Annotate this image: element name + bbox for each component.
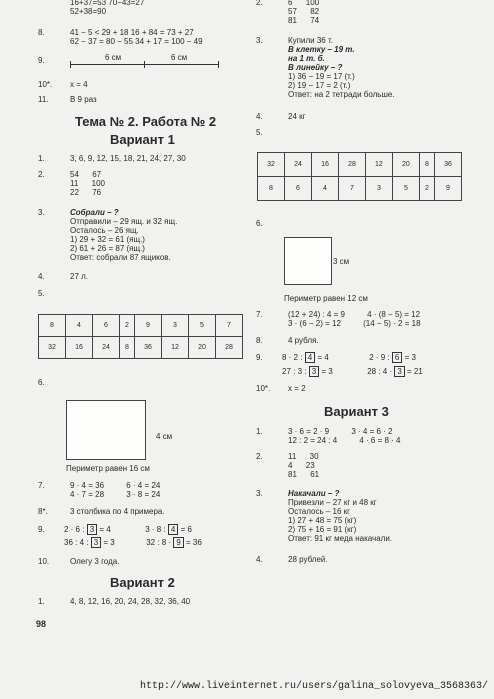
grid-cell: 12: [365, 153, 392, 177]
r-ex3-label3: В линейку – ?: [288, 63, 343, 72]
expr: 27 : 3 :: [282, 367, 307, 376]
right-division-grid: [257, 152, 462, 201]
ex8-line-1: 41 − 5 < 29 + 18 16 + 84 = 73 + 27: [70, 28, 194, 37]
answer-box: 3: [309, 366, 319, 377]
ex10b-text: Олегу 3 года.: [70, 557, 120, 566]
ex10-text: x = 4: [70, 80, 88, 89]
ex9b-number: 9.: [38, 525, 45, 534]
r-perimeter-caption: Периметр равен 12 см: [284, 294, 368, 303]
r-ex3-number: 3.: [256, 36, 263, 45]
grid-cell: 5: [392, 177, 419, 201]
grid-cell: 24: [284, 153, 311, 177]
grid-cell: 32: [39, 337, 66, 359]
v3-ex4-number: 4.: [256, 555, 263, 564]
v1-ex4-number: 4.: [38, 272, 45, 281]
r-ex3-line1: Купили 36 т.: [288, 36, 333, 45]
r-ex10-number: 10*.: [256, 384, 271, 393]
ex9-number: 9.: [38, 56, 45, 65]
grid-cell: 36: [135, 337, 162, 359]
r-ex7-text: (12 + 24) : 4 = 9 4 · (8 − 5) = 12 3 · (6 − 2) = 12 (14 − 5) · 2 = 18: [288, 310, 421, 328]
v1-ex4-text: 27 л.: [70, 272, 89, 281]
grid-cell: 20: [188, 337, 215, 359]
top-line-1: 16+37=53 70−43=27: [70, 0, 145, 7]
segment-tick-start: [70, 61, 71, 68]
answer-box: 3: [87, 524, 97, 535]
ex11-text: В 9 раз: [70, 95, 97, 104]
grid-cell: 8: [119, 337, 134, 359]
grid-cell: 24: [92, 337, 119, 359]
source-url: http://www.liveinternet.ru/users/galina_solovyeva_3568363/: [140, 681, 489, 692]
grid-cell: 5: [188, 315, 215, 337]
variant1-title: Вариант 1: [110, 132, 175, 147]
r-square-side-label: 3 см: [333, 257, 350, 266]
v3-ex1-number: 1.: [256, 427, 263, 436]
grid-cell: 16: [65, 337, 92, 359]
grid-cell: 36: [434, 153, 461, 177]
v1-ex3-text: Отправили – 29 ящ. и 32 ящ. Осталось – 26 ящ. 1) 29 + 32 = 61 (ящ.) 2) 61 + 26 = 87 (ящ.) Ответ: собрали 87 ящиков.: [70, 217, 178, 262]
v1-ex5-number: 5.: [38, 289, 45, 298]
grid-cell: 7: [338, 177, 365, 201]
r-ex8-text: 4 рубля.: [288, 336, 319, 345]
v1-ex3-number: 3.: [38, 208, 45, 217]
expr: = 6: [180, 525, 192, 534]
answer-box: 4: [305, 352, 315, 363]
ex8-line-2: 62 − 37 = 80 − 55 34 + 17 = 100 − 49: [70, 37, 203, 46]
v2-ex1-text: 4, 8, 12, 16, 20, 24, 28, 32, 36, 40: [70, 597, 191, 606]
v3-ex4-text: 28 рублей.: [288, 555, 328, 564]
answer-box: 6: [392, 352, 402, 363]
expr: = 36: [186, 538, 202, 547]
v3-ex2-text: 11 30 4 23 81 61: [288, 452, 320, 479]
grid-cell: 28: [215, 337, 242, 359]
perimeter-caption: Периметр равен 16 см: [66, 464, 150, 473]
ex8b-text: 3 столбика по 4 примера.: [70, 507, 165, 516]
ex11-number: 11.: [38, 95, 49, 104]
grid-cell: 4: [311, 177, 338, 201]
expr: 36 : 4 :: [64, 538, 89, 547]
grid-cell: 9: [135, 315, 162, 337]
v3-ex2-number: 2.: [256, 452, 263, 461]
expr: 28 : 4 ·: [367, 367, 393, 376]
r-ex3-label1: В клетку – 19 т.: [288, 45, 355, 54]
r-ex10-text: x = 2: [288, 384, 306, 393]
expr: 3 · 8 :: [145, 525, 166, 534]
v3-ex1-text: 3 · 6 = 2 · 9 3 · 4 = 6 · 2 12 : 2 = 24 : 4 4 · 6 = 8 · 4: [288, 427, 401, 445]
answer-box: 4: [168, 524, 178, 535]
grid-cell: 7: [215, 315, 242, 337]
segment-tick-mid: [144, 61, 145, 68]
r-ex9-number: 9.: [256, 353, 263, 362]
ex10-number: 10*.: [38, 80, 53, 89]
r-ex3-text: 1) 36 − 19 = 17 (т.) 2) 19 − 17 = 2 (т.) Ответ: на 2 тетради больше.: [288, 72, 395, 99]
grid-cell: 20: [392, 153, 419, 177]
ex10b-number: 10.: [38, 557, 50, 566]
r-ex5-number: 5.: [256, 128, 263, 137]
expr: = 3: [404, 353, 416, 362]
square-4cm: [66, 400, 146, 460]
ex6-number: 6.: [38, 378, 45, 387]
expr: 2 · 6 :: [64, 525, 85, 534]
expr: = 3: [321, 367, 333, 376]
grid-cell: 8: [419, 153, 434, 177]
ex9b-row-2: [64, 538, 202, 547]
ex9b-row-1: [64, 525, 192, 534]
answer-box: 3: [394, 366, 404, 377]
grid-cell: 32: [258, 153, 285, 177]
ex7-number: 7.: [38, 481, 45, 490]
v1-ex1-number: 1.: [38, 154, 45, 163]
grid-cell: 8: [258, 177, 285, 201]
v2-ex1-number: 1.: [38, 597, 45, 606]
grid-cell: 9: [434, 177, 461, 201]
r-ex9-row-2: [282, 367, 423, 376]
square-side-label: 4 см: [156, 432, 173, 441]
expr: 8 · 2 :: [282, 353, 303, 362]
expr: 2 · 9 :: [369, 353, 390, 362]
segment-tick-end: [218, 61, 219, 68]
r-ex3-label2: на 1 т. б.: [288, 54, 325, 63]
v1-ex1-text: 3, 6, 9, 12, 15, 18, 21, 24, 27, 30: [70, 154, 186, 163]
expr: = 21: [407, 367, 423, 376]
grid-cell: 8: [39, 315, 66, 337]
ex8-number: 8.: [38, 28, 45, 37]
grid-cell: 28: [338, 153, 365, 177]
grid-cell: 3: [161, 315, 188, 337]
variant3-title: Вариант 3: [324, 404, 389, 419]
expr: = 3: [103, 538, 115, 547]
answer-box: 3: [91, 537, 101, 548]
grid-cell: 12: [161, 337, 188, 359]
ex8b-number: 8*.: [38, 507, 48, 516]
r-ex2-text: 6 100 57 82 81 74: [288, 0, 320, 25]
v1-ex2-text: 54 67 11 100 22 76: [70, 170, 105, 197]
left-multiplication-grid: [38, 314, 243, 359]
top-line-2: 52+38=90: [70, 7, 107, 16]
v3-ex3-number: 3.: [256, 489, 263, 498]
grid-cell: 4: [65, 315, 92, 337]
expr: 32 : 8 ·: [146, 538, 172, 547]
r-ex4-number: 4.: [256, 112, 263, 121]
r-ex4-text: 24 кг: [288, 112, 306, 121]
grid-cell: 2: [419, 177, 434, 201]
grid-cell: 6: [284, 177, 311, 201]
v1-ex2-number: 2.: [38, 170, 45, 179]
r-ex6-number: 6.: [256, 219, 263, 228]
section-title: Тема № 2. Работа № 2: [75, 114, 217, 129]
ex7-text: 9 · 4 = 36 6 · 4 = 24 4 · 7 = 28 3 · 8 = 24: [70, 481, 161, 499]
answer-box: 9: [173, 537, 183, 548]
segment-label-1: 6 см: [105, 53, 122, 62]
r-ex8-number: 8.: [256, 336, 263, 345]
square-3cm: [284, 237, 332, 285]
grid-cell: 16: [311, 153, 338, 177]
segment-label-2: 6 см: [171, 53, 188, 62]
r-ex7-number: 7.: [256, 310, 263, 319]
v1-ex3-label: Собрали – ?: [70, 208, 119, 217]
page-number: 98: [36, 619, 47, 629]
expr: = 4: [317, 353, 329, 362]
grid-cell: 2: [119, 315, 134, 337]
r-ex2-number: 2.: [256, 0, 263, 7]
grid-cell: 3: [365, 177, 392, 201]
grid-cell: 6: [92, 315, 119, 337]
v3-ex3-label: Накачали – ?: [288, 489, 340, 498]
v3-ex3-text: Привезли – 27 кг и 48 кг Осталось – 16 кг 1) 27 + 48 = 75 (кг) 2) 75 + 16 = 91 (кг) Ответ: 91 кг меда накачали.: [288, 498, 393, 543]
expr: = 4: [99, 525, 111, 534]
r-ex9-row-1: [282, 353, 416, 362]
variant2-title: Вариант 2: [110, 575, 175, 590]
